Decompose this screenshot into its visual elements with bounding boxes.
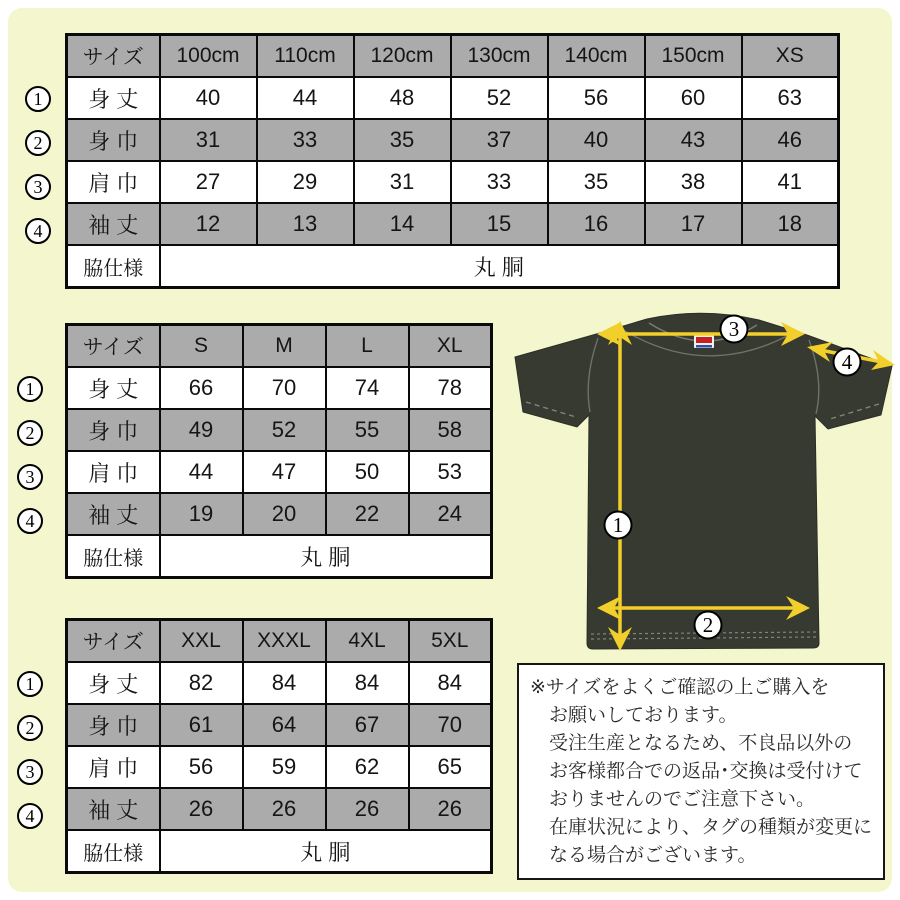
measurement-value-cell: 48 — [354, 77, 451, 119]
brand-tag-icon — [694, 335, 714, 348]
size-column-header: L — [326, 325, 409, 368]
size-column-header: XS — [742, 35, 839, 78]
notice-line: お客様都合での返品･交換は受付けて — [549, 761, 863, 782]
measurement-row — [67, 493, 492, 535]
measurement-value-cell: 55 — [326, 409, 409, 451]
diagram-marker-4 — [834, 349, 861, 376]
adult-size-table-block — [17, 323, 493, 579]
measurement-row — [67, 746, 492, 788]
measurement-value-cell: 35 — [548, 161, 645, 203]
measurement-value-cell: 24 — [409, 493, 492, 535]
diagram-marker-1 — [605, 512, 632, 539]
adult-table — [65, 323, 493, 579]
measurement-value-cell: 49 — [160, 409, 243, 451]
measurement-value-cell: 26 — [160, 788, 243, 830]
measurement-row-label: 袖 丈 — [67, 788, 160, 830]
size-column-header: S — [160, 325, 243, 368]
measurement-value-cell: 61 — [160, 704, 243, 746]
row-marker-1: 1 — [17, 376, 43, 402]
size-column-header: XXXL — [243, 620, 326, 663]
row-marker-3: 3 — [25, 174, 51, 200]
measurement-value-cell: 18 — [742, 203, 839, 245]
measurement-row — [67, 119, 839, 161]
notice-line: 在庫状況により、タグの種類が変更に — [549, 817, 873, 838]
measurement-value-cell: 38 — [645, 161, 742, 203]
measurement-row-label: 身 丈 — [67, 367, 160, 409]
measurement-row-label: 身 巾 — [67, 704, 160, 746]
measurement-row-label: 身 丈 — [67, 77, 160, 119]
size-header-label: サイズ — [67, 325, 160, 368]
measurement-row-label: 身 丈 — [67, 662, 160, 704]
measurement-value-cell: 78 — [409, 367, 492, 409]
row-marker-1: 1 — [17, 671, 43, 697]
size-column-header: 5XL — [409, 620, 492, 663]
big-size-table — [65, 618, 493, 874]
measurement-value-cell: 29 — [257, 161, 354, 203]
measurement-value-cell: 53 — [409, 451, 492, 493]
measurement-value-cell: 12 — [160, 203, 257, 245]
measurement-value-cell: 44 — [160, 451, 243, 493]
measurement-value-cell: 64 — [243, 704, 326, 746]
measurement-value-cell: 46 — [742, 119, 839, 161]
measurement-row — [67, 409, 492, 451]
tshirt-measurement-diagram — [505, 298, 900, 663]
measurement-value-cell: 84 — [409, 662, 492, 704]
measurement-value-cell: 20 — [243, 493, 326, 535]
size-column-header: 120cm — [354, 35, 451, 78]
measurement-row-label: 肩 巾 — [67, 746, 160, 788]
measurement-value-cell: 26 — [243, 788, 326, 830]
measurement-value-cell: 60 — [645, 77, 742, 119]
big-size-table-block — [17, 618, 493, 874]
measurement-value-cell: 50 — [326, 451, 409, 493]
row-marker-2: 2 — [17, 420, 43, 446]
measurement-value-cell: 63 — [742, 77, 839, 119]
purchase-notice-box — [517, 663, 885, 880]
notice-line: 受注生産となるため、不良品以外の — [549, 733, 853, 754]
measurement-row — [67, 704, 492, 746]
diagram-marker-2-label: 2 — [702, 613, 714, 637]
measurement-value-cell: 35 — [354, 119, 451, 161]
measurement-row-label: 身 巾 — [67, 409, 160, 451]
notice-line: お願いしております。 — [549, 705, 738, 726]
measurement-value-cell: 70 — [409, 704, 492, 746]
side-spec-row — [67, 535, 492, 578]
side-spec-value: 丸 胴 — [160, 830, 492, 873]
measurement-value-cell: 59 — [243, 746, 326, 788]
measurement-value-cell: 37 — [451, 119, 548, 161]
row-marker-2: 2 — [25, 130, 51, 156]
measurement-value-cell: 19 — [160, 493, 243, 535]
measurement-value-cell: 26 — [409, 788, 492, 830]
measurement-value-cell: 43 — [645, 119, 742, 161]
row-marker-1: 1 — [25, 86, 51, 112]
notice-line: ※サイズをよくご確認の上ご購入を — [530, 677, 830, 698]
diagram-marker-2 — [695, 612, 722, 639]
measurement-value-cell: 67 — [326, 704, 409, 746]
measurement-row — [67, 367, 492, 409]
size-column-header: XXL — [160, 620, 243, 663]
measurement-row-label: 肩 巾 — [67, 161, 160, 203]
side-spec-value: 丸 胴 — [160, 245, 839, 288]
size-column-header: 140cm — [548, 35, 645, 78]
measurement-value-cell: 65 — [409, 746, 492, 788]
diagram-marker-4-label: 4 — [841, 350, 853, 374]
measurement-value-cell: 62 — [326, 746, 409, 788]
side-spec-value: 丸 胴 — [160, 535, 492, 578]
measurement-row — [67, 788, 492, 830]
measurement-value-cell: 15 — [451, 203, 548, 245]
side-spec-row — [67, 245, 839, 288]
row-marker-3: 3 — [17, 464, 43, 490]
measurement-value-cell: 26 — [326, 788, 409, 830]
row-marker-4: 4 — [17, 803, 43, 829]
size-column-header: M — [243, 325, 326, 368]
measurement-row — [67, 203, 839, 245]
measurement-value-cell: 40 — [548, 119, 645, 161]
row-marker-4: 4 — [17, 508, 43, 534]
measurement-value-cell: 22 — [326, 493, 409, 535]
measurement-value-cell: 82 — [160, 662, 243, 704]
size-column-header: 130cm — [451, 35, 548, 78]
side-spec-label: 脇仕様 — [67, 830, 160, 873]
diagram-marker-1-label: 1 — [612, 513, 624, 537]
measurement-value-cell: 56 — [160, 746, 243, 788]
diagram-marker-3-label: 3 — [728, 317, 740, 341]
size-column-header: 110cm — [257, 35, 354, 78]
measurement-value-cell: 52 — [451, 77, 548, 119]
side-spec-label: 脇仕様 — [67, 245, 160, 288]
measurement-value-cell: 40 — [160, 77, 257, 119]
size-header-label: サイズ — [67, 620, 160, 663]
measurement-value-cell: 17 — [645, 203, 742, 245]
measurement-row — [67, 451, 492, 493]
measurement-value-cell: 84 — [243, 662, 326, 704]
measurement-value-cell: 16 — [548, 203, 645, 245]
kids-size-table-block — [25, 33, 840, 289]
measurement-value-cell: 14 — [354, 203, 451, 245]
measurement-value-cell: 13 — [257, 203, 354, 245]
measurement-value-cell: 31 — [160, 119, 257, 161]
measurement-value-cell: 33 — [451, 161, 548, 203]
size-header-label: サイズ — [67, 35, 160, 78]
size-header-row — [67, 620, 492, 663]
measurement-value-cell: 44 — [257, 77, 354, 119]
measurement-value-cell: 66 — [160, 367, 243, 409]
measurement-value-cell: 84 — [326, 662, 409, 704]
row-marker-3: 3 — [17, 759, 43, 785]
measurement-value-cell: 52 — [243, 409, 326, 451]
measurement-row-label: 肩 巾 — [67, 451, 160, 493]
diagram-marker-3 — [721, 316, 748, 343]
measurement-value-cell: 70 — [243, 367, 326, 409]
size-column-header: 150cm — [645, 35, 742, 78]
measurement-value-cell: 27 — [160, 161, 257, 203]
measurement-value-cell: 74 — [326, 367, 409, 409]
size-column-header: XL — [409, 325, 492, 368]
size-column-header: 100cm — [160, 35, 257, 78]
side-spec-row — [67, 830, 492, 873]
measurement-value-cell: 56 — [548, 77, 645, 119]
row-marker-4: 4 — [25, 218, 51, 244]
row-marker-2: 2 — [17, 715, 43, 741]
notice-line: なる場合がございます。 — [549, 845, 757, 866]
measurement-row-label: 袖 丈 — [67, 493, 160, 535]
size-column-header: 4XL — [326, 620, 409, 663]
measurement-value-cell: 47 — [243, 451, 326, 493]
measurement-value-cell: 33 — [257, 119, 354, 161]
measurement-row-label: 袖 丈 — [67, 203, 160, 245]
measurement-row — [67, 662, 492, 704]
measurement-row — [67, 77, 839, 119]
measurement-row — [67, 161, 839, 203]
measurement-value-cell: 41 — [742, 161, 839, 203]
measurement-value-cell: 58 — [409, 409, 492, 451]
size-header-row — [67, 325, 492, 368]
measurement-row-label: 身 巾 — [67, 119, 160, 161]
measurement-value-cell: 31 — [354, 161, 451, 203]
kids-xs-table — [65, 33, 840, 289]
size-header-row — [67, 35, 839, 78]
notice-line: おりませんのでご注意下さい。 — [549, 789, 816, 810]
side-spec-label: 脇仕様 — [67, 535, 160, 578]
